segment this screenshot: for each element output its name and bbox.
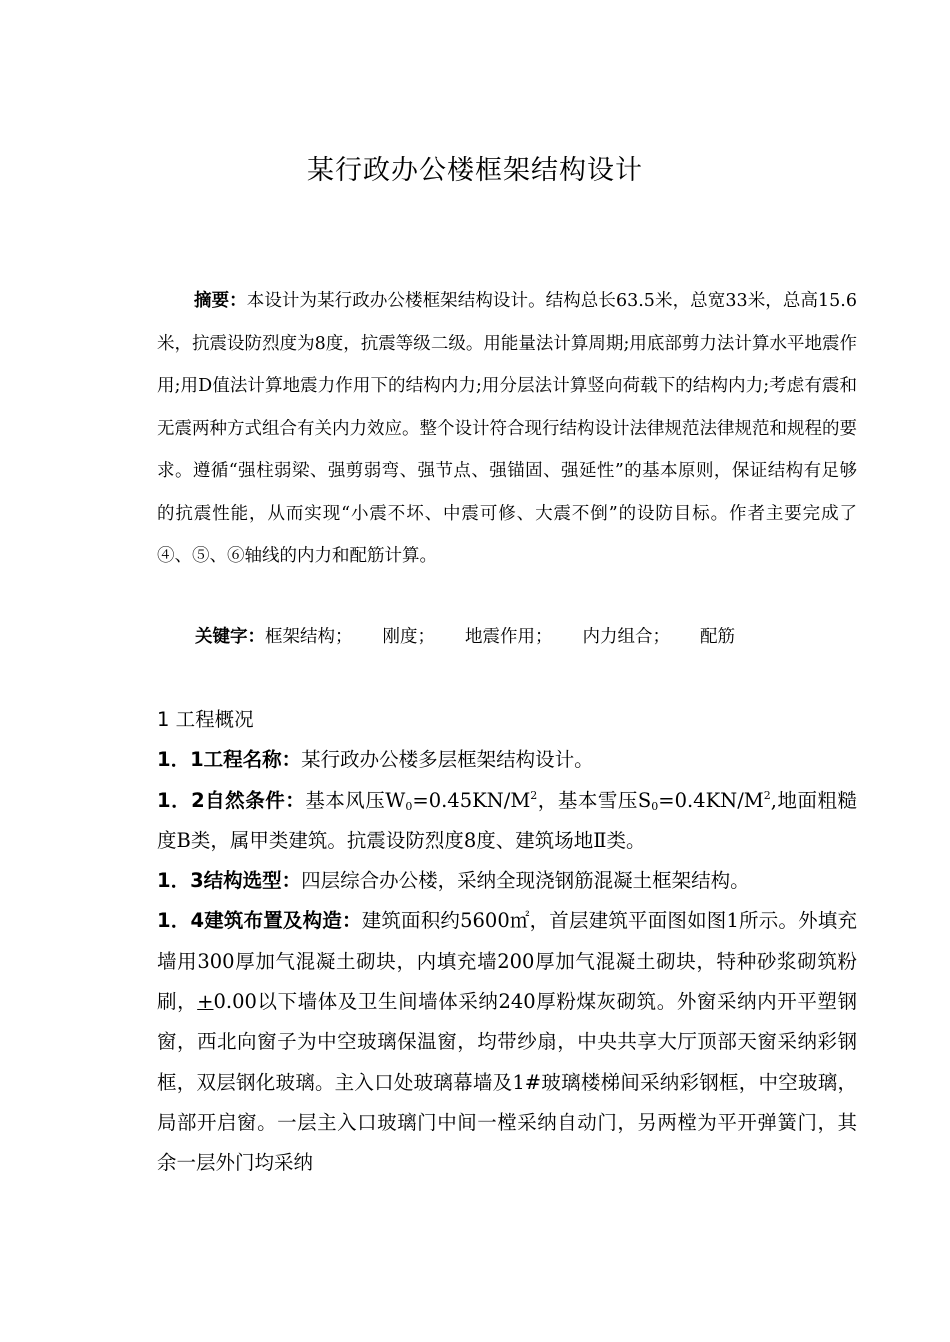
section-heading: 1 工程概况 bbox=[157, 708, 254, 731]
keyword-item: 刚度； bbox=[382, 627, 435, 647]
keyword-item: 配筋 bbox=[700, 627, 735, 647]
keyword-item: 地震作用； bbox=[465, 627, 553, 647]
subsection-project-name bbox=[157, 740, 857, 780]
abstract-label: 摘要： bbox=[194, 291, 247, 311]
subsection-text: ,地面粗糙度B类，属甲类建筑。抗震设防烈度8度、建筑场地Ⅱ类。 bbox=[157, 788, 858, 852]
subsection-text: ，基本雪压S bbox=[537, 788, 652, 812]
keywords-label: 关键字： bbox=[195, 627, 265, 647]
subsection-text: 建筑面积约5600㎡，首层建筑平面图如图1所示。外填充墙用300厚加气混凝土砌块，内填充墙200厚加气混凝土砌块，特种砂浆砌筑粉刷， bbox=[157, 909, 857, 1014]
subsection-building-layout bbox=[157, 901, 857, 1183]
subscript: 0 bbox=[651, 799, 659, 813]
abstract-text: 本设计为某行政办公楼框架结构设计。结构总长63.5米，总宽33米，总高15.6米，抗震设防烈度为8度，抗震等级二级。用能量法计算周期;用底部剪力法计算水平地震作用;用D值法计算地震力作用下的结构内力;用分层法计算竖向荷载下的结构内力;考虑有震和无震两种方式组合有关内力效应。整个设计符合现行结构设计法律规范法律规范和规程的要求。遵循“强柱弱梁、强剪弱弯、强节点、强锚固、强延性”的基本原则，保证结构有足够的抗震性能，从而实现“小震不坏、中震可修、大震不倒”的设防目标。作者主要完成了④、⑤、⑥轴线的内力和配筋计算。 bbox=[157, 291, 857, 566]
subsection-text: 四层综合办公楼，采纳全现浇钢筋混凝土框架结构。 bbox=[301, 869, 750, 893]
plus-minus-sign: + bbox=[197, 990, 214, 1014]
document-title: 某行政办公楼框架结构设计 bbox=[307, 155, 643, 186]
subsection-natural-conditions bbox=[157, 781, 857, 862]
keyword-item: 框架结构； bbox=[265, 627, 353, 647]
superscript: 2 bbox=[763, 788, 771, 802]
subsection-text: 0.00以下墙体及卫生间墙体采纳240厚粉煤灰砌筑。外窗采纳内开平塑钢窗，西北向窗子为中空玻璃保温窗，均带纱扇，中央共享大厅顶部天窗采纳彩钢框，双层钢化玻璃。主入口处玻璃幕墙及1#玻璃楼梯间采纳彩钢框，中空玻璃，局部开启窗。一层主入口玻璃门中间一樘采纳自动门，另两樘为平开弹簧门，其余一层外门均采纳 bbox=[157, 990, 857, 1175]
subsection-label: 1．3结构选型： bbox=[157, 869, 302, 893]
abstract-paragraph bbox=[157, 280, 857, 578]
superscript: 2 bbox=[530, 788, 538, 802]
keyword-item: 内力组合； bbox=[582, 627, 670, 647]
subsection-text: 某行政办公楼多层框架结构设计。 bbox=[301, 748, 594, 772]
keywords-line bbox=[195, 622, 765, 652]
subsection-label: 1．2自然条件： bbox=[157, 788, 306, 812]
subscript: 0 bbox=[405, 799, 413, 813]
subsection-label: 1．1工程名称： bbox=[157, 748, 302, 772]
subsection-structure-type bbox=[157, 861, 857, 901]
subsection-text: =0.4KN/M bbox=[658, 788, 764, 812]
subsection-text: 基本风压W bbox=[305, 788, 406, 812]
section-project-overview bbox=[157, 700, 857, 1184]
subsection-text: =0.45KN/M bbox=[412, 788, 531, 812]
subsection-label: 1．4建筑布置及构造： bbox=[157, 909, 362, 933]
